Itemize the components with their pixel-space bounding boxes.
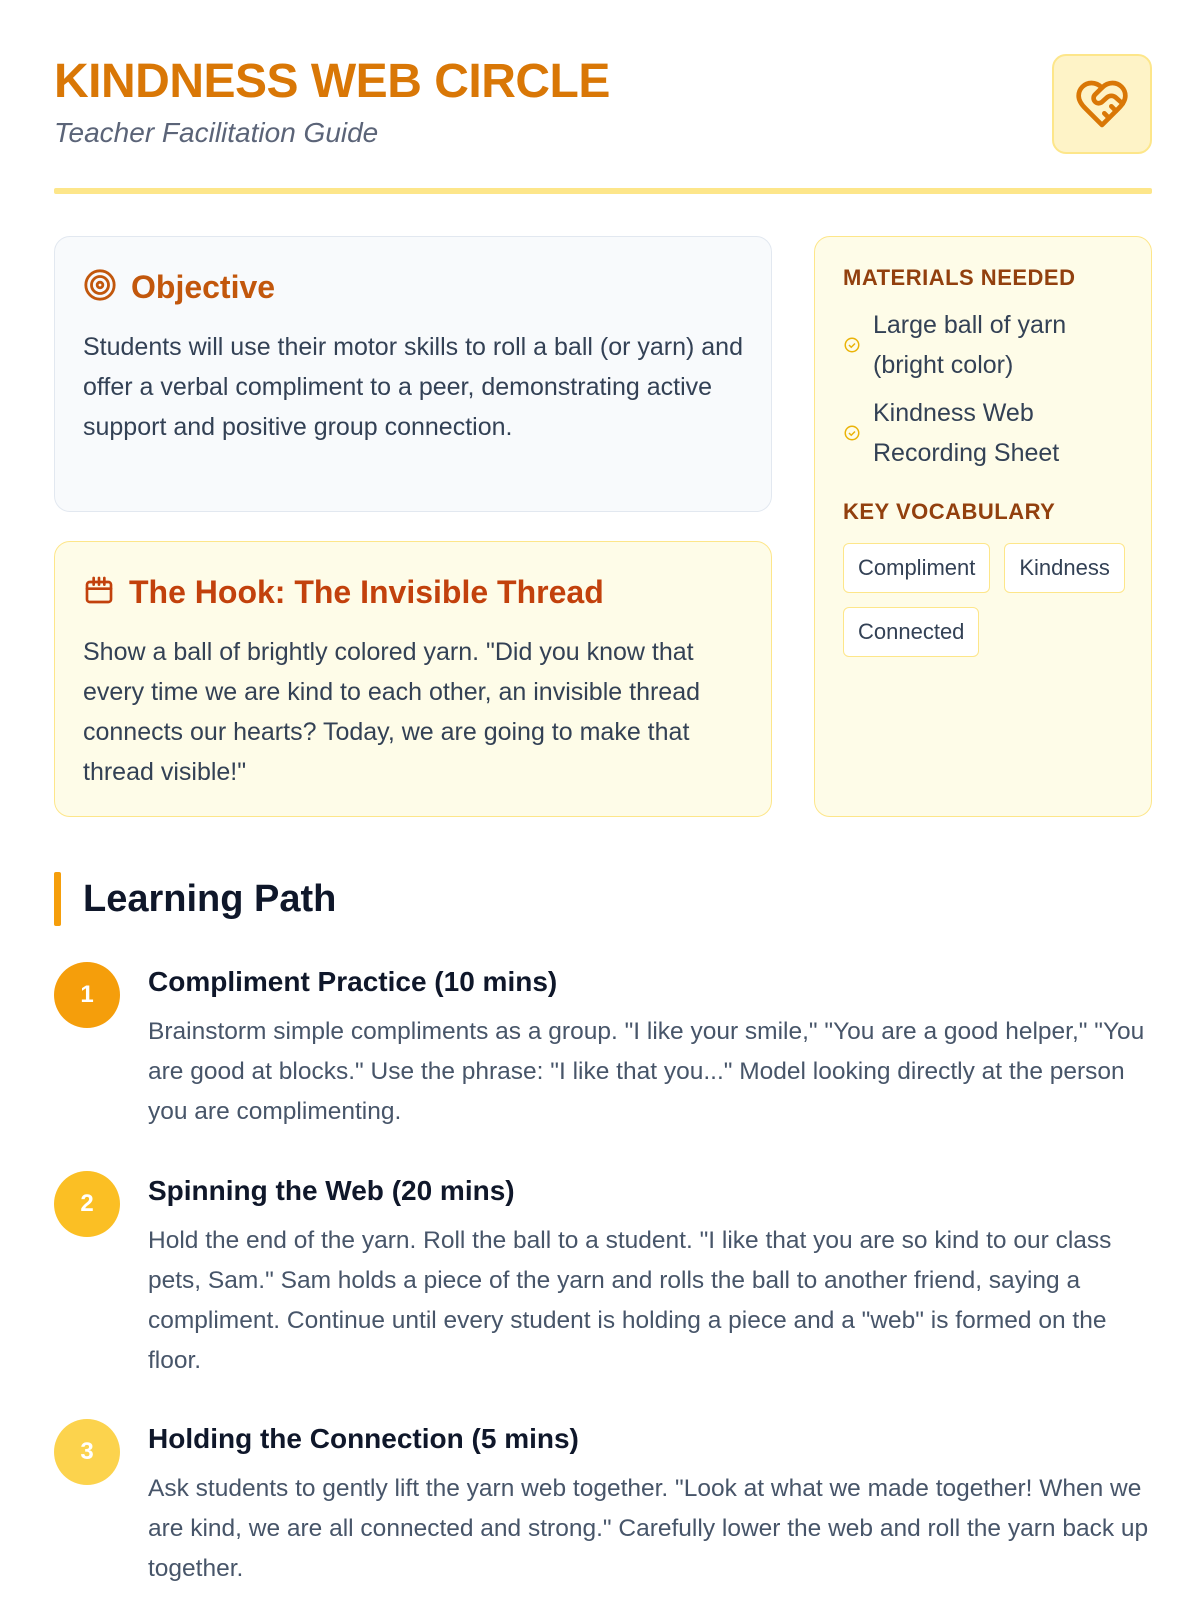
objective-card: [54, 236, 772, 512]
material-text: Large ball of yarn (bright color): [873, 311, 1067, 379]
vocab-chip: Kindness: [1004, 543, 1125, 593]
header-divider: [54, 188, 1152, 194]
heading-accent-bar: [54, 872, 61, 926]
page-header: [54, 50, 1152, 194]
vocab-chips: [843, 543, 1133, 657]
step-number-badge: 1: [54, 962, 120, 1028]
calendar-icon: [83, 574, 115, 611]
check-circle-icon: [843, 424, 863, 442]
hook-title: The Hook: The Invisible Thread: [129, 573, 604, 610]
vocab-chip: Connected: [843, 607, 979, 657]
sidebar-panel: [814, 236, 1152, 817]
objective-text: Students will use their motor skills to roll a ball (or yarn) and offer a verbal compliment to a peer, demonstrating active support and positive group connection.: [83, 333, 743, 441]
hook-text: Show a ball of brightly colored yarn. "Did you know that every time we are kind to each other, an invisible thread connects our hearts? Today, we are going to make that thread visible!": [83, 638, 701, 786]
list-item: [843, 393, 1123, 473]
step-number-badge: 2: [54, 1171, 120, 1237]
vocab-heading: KEY VOCABULARY: [843, 499, 1056, 524]
check-circle-icon: [843, 336, 863, 354]
page-title: KINDNESS WEB CIRCLE: [54, 55, 610, 108]
learning-path-title: Learning Path: [83, 877, 337, 920]
objective-title: Objective: [131, 268, 276, 305]
vocab-chip: Compliment: [843, 543, 990, 593]
step-text: Ask students to gently lift the yarn web together. "Look at what we made together! When we are kind, we are all connected and strong." Carefully lower the web and roll the yarn back up together.: [148, 1475, 1149, 1582]
step-title: Compliment Practice (10 mins): [148, 966, 558, 997]
step-title: Holding the Connection (5 mins): [148, 1423, 579, 1454]
materials-list: [843, 305, 1123, 473]
step-text: Brainstorm simple compliments as a group. "I like your smile," "You are a good helper," "You are good at blocks." Use the phrase: "I like that you..." Model looking directly at the person you are complimenting.: [148, 1018, 1145, 1125]
list-item: [843, 305, 1123, 385]
step-number-badge: 3: [54, 1419, 120, 1485]
target-icon: [83, 268, 117, 307]
page-subtitle: Teacher Facilitation Guide: [54, 117, 379, 148]
heart-handshake-icon: [1052, 54, 1152, 154]
material-text: Kindness Web Recording Sheet: [873, 399, 1060, 467]
step-text: Hold the end of the yarn. Roll the ball to a student. "I like that you are so kind to our class pets, Sam." Sam holds a piece of the yarn and rolls the ball to another friend, saying a compliment. Continue until every student is holding a piece and a "web" is formed on the floor.: [148, 1227, 1112, 1374]
learning-path-heading: [54, 872, 336, 926]
step-title: Spinning the Web (20 mins): [148, 1175, 515, 1206]
materials-heading: MATERIALS NEEDED: [843, 265, 1076, 290]
hook-card: [54, 541, 772, 817]
